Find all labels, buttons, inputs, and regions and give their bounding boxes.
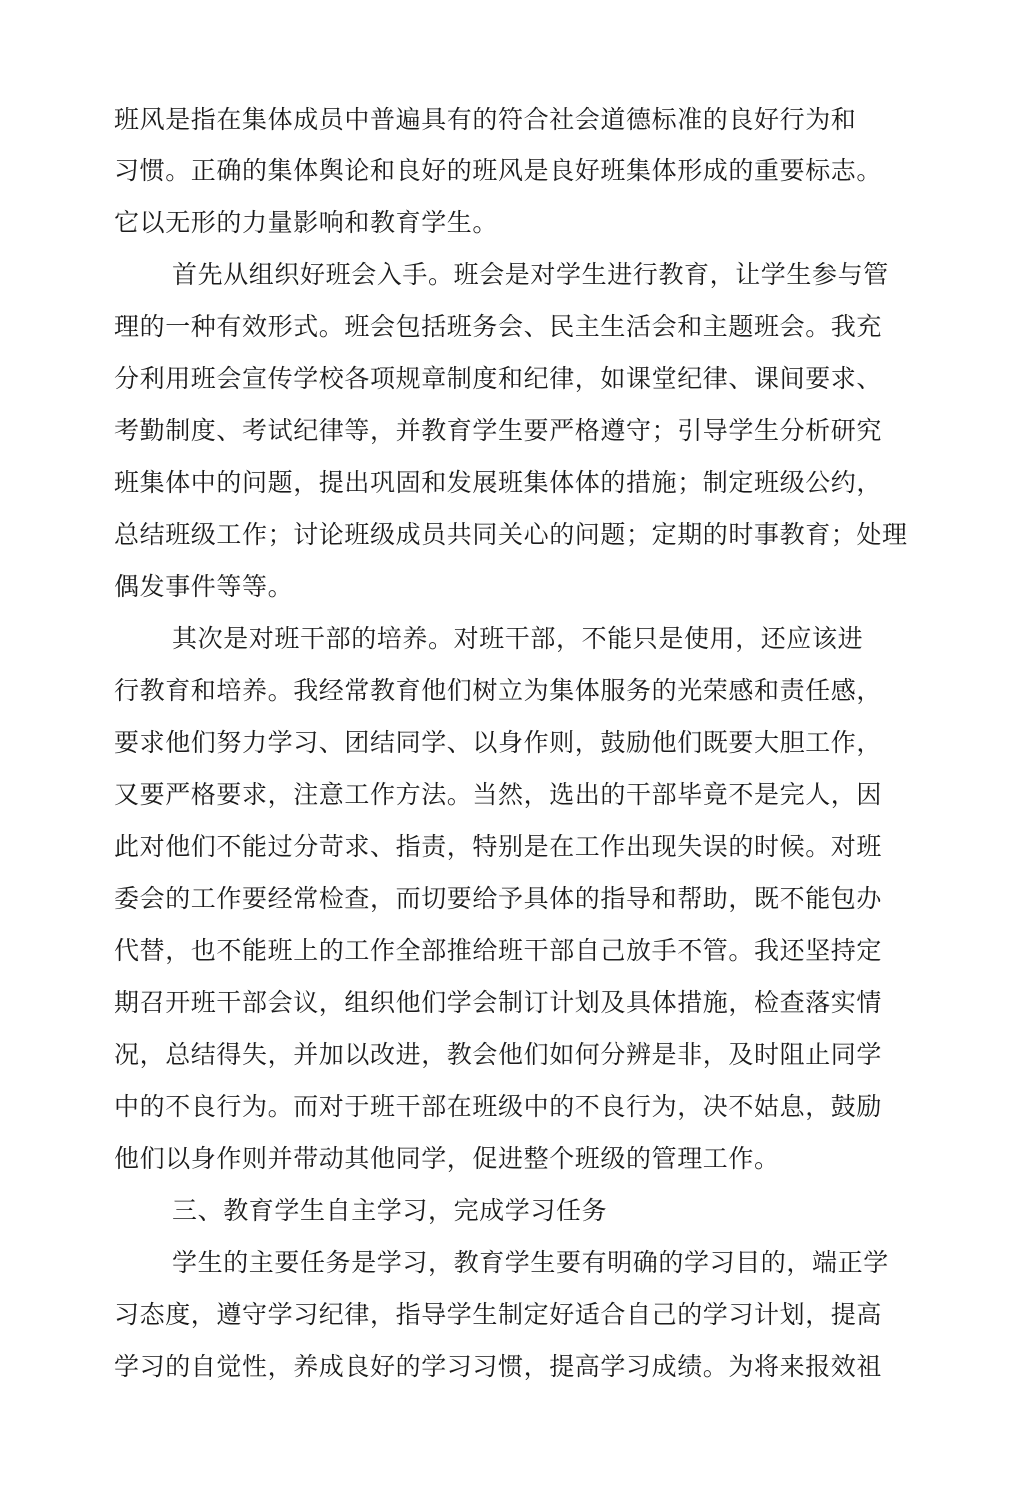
text-line: 它以无形的力量影响和教育学生。 [114, 208, 499, 237]
text-line: 习态度，遵守学习纪律，指导学生制定好适合自己的学习计划，提高 [114, 1300, 883, 1329]
text-line: 又要严格要求，注意工作方法。当然，选出的干部毕竟不是完人，因 [114, 780, 883, 809]
text-line: 班风是指在集体成员中普遍具有的符合社会道德标准的良好行为和 [114, 105, 857, 134]
paragraph-first-line: 首先从组织好班会入手。班会是对学生进行教育，让学生参与管 [172, 260, 889, 289]
text-line: 委会的工作要经常检查，而切要给予具体的指导和帮助，既不能包办 [114, 884, 883, 913]
text-line: 况，总结得失，并加以改进，教会他们如何分辨是非，及时阻止同学 [114, 1040, 883, 1069]
text-line: 学习的自觉性，养成良好的学习习惯，提高学习成绩。为将来报效祖 [114, 1352, 883, 1381]
paragraph-first-line: 其次是对班干部的培养。对班干部，不能只是使用，还应该进 [172, 624, 864, 653]
text-line: 考勤制度、考试纪律等，并教育学生要严格遵守；引导学生分析研究 [114, 416, 883, 445]
text-line: 代替，也不能班上的工作全部推给班干部自己放手不管。我还坚持定 [114, 936, 883, 965]
text-line: 理的一种有效形式。班会包括班务会、民主生活会和主题班会。我充 [114, 312, 883, 341]
text-line: 分利用班会宣传学校各项规章制度和纪律，如课堂纪律、课间要求、 [114, 364, 883, 393]
text-line: 班集体中的问题，提出巩固和发展班集体体的措施；制定班级公约， [114, 468, 883, 497]
text-line: 总结班级工作；讨论班级成员共同关心的问题；定期的时事教育；处理 [114, 520, 908, 549]
paragraph-first-line: 学生的主要任务是学习，教育学生要有明确的学习目的，端正学 [172, 1248, 889, 1277]
text-line: 习惯。正确的集体舆论和良好的班风是良好班集体形成的重要标志。 [114, 156, 883, 185]
text-line: 此对他们不能过分苛求、指责，特别是在工作出现失误的时候。对班 [114, 832, 883, 861]
text-line: 要求他们努力学习、团结同学、以身作则，鼓励他们既要大胆工作， [114, 728, 883, 757]
text-line: 行教育和培养。我经常教育他们树立为集体服务的光荣感和责任感， [114, 676, 883, 705]
text-line: 期召开班干部会议，组织他们学会制订计划及具体措施，检查落实情 [114, 988, 883, 1017]
section-heading: 三、教育学生自主学习，完成学习任务 [172, 1196, 608, 1225]
text-line: 他们以身作则并带动其他同学，促进整个班级的管理工作。 [114, 1144, 780, 1173]
text-line: 偶发事件等等。 [114, 572, 294, 601]
text-line: 中的不良行为。而对于班干部在班级中的不良行为，决不姑息，鼓励 [114, 1092, 883, 1121]
